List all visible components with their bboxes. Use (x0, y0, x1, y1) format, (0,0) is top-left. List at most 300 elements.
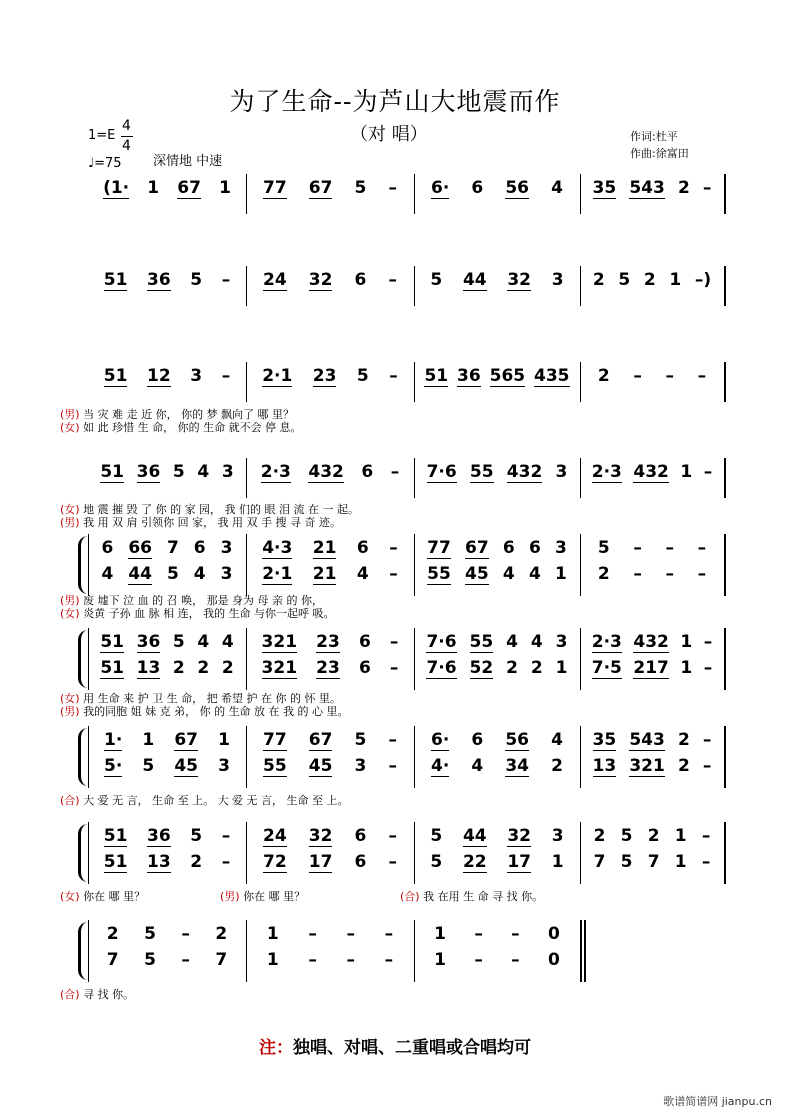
note-group: – (308, 924, 317, 944)
measure-notes (94, 852, 240, 873)
note-group: 4 (193, 564, 206, 584)
note-group: 24 (263, 826, 287, 846)
bar-line (414, 174, 415, 214)
measure-notes (94, 730, 240, 751)
note-group: 6 (471, 178, 484, 198)
measure-notes (420, 538, 574, 559)
note-group: – (388, 852, 397, 872)
note-group: 1 (669, 270, 682, 290)
note-group: 7·5 (591, 658, 622, 678)
bar-line (580, 726, 581, 788)
note-group: 51 (100, 462, 124, 482)
note-group: 5 (172, 462, 185, 482)
bar-line (724, 458, 726, 498)
note-group: 6 (528, 538, 541, 558)
note-group: 35 (592, 178, 617, 198)
bar-line (414, 266, 415, 306)
measure-notes (586, 632, 718, 653)
note-group: 67 (177, 178, 201, 198)
note-group: 7 (106, 950, 119, 970)
measure-notes (94, 658, 240, 679)
note-group: 55 (469, 632, 494, 652)
bar-line (246, 534, 247, 596)
lyric-text: 大 爱 无 言， 生命 至 上。 大 爱 无 言， 生命 至 上。 (79, 794, 349, 807)
measure-notes (252, 632, 408, 653)
final-bar-line (584, 920, 586, 982)
note-group: – (389, 366, 398, 386)
measure-notes (94, 538, 240, 559)
note-group: 72 (263, 852, 287, 872)
note-group: 32 (507, 826, 532, 846)
bar-line (88, 822, 89, 884)
note-group: 5 (430, 826, 443, 846)
note-group: 1 (266, 924, 279, 944)
measure-notes (252, 730, 408, 751)
measure-notes (252, 366, 408, 387)
bar-line (246, 920, 247, 982)
measure-notes (252, 924, 408, 944)
lyric-line (400, 888, 543, 904)
note-group: 3 (220, 538, 233, 558)
measure-notes (94, 270, 240, 291)
note-group: 543 (629, 730, 665, 750)
note-group: 13 (136, 658, 161, 678)
note-group: 5 (144, 924, 156, 944)
bar-line (414, 534, 415, 596)
note-group: 0 (547, 924, 560, 944)
note-group: 36 (136, 632, 161, 652)
note-group: 2 (677, 756, 690, 776)
note-lead: 注： (259, 1038, 293, 1058)
note-group: 12 (147, 366, 171, 386)
note-group: 6 (101, 538, 114, 558)
note-group: – (701, 852, 711, 872)
note-group: 5 (430, 270, 443, 290)
bar-line (580, 822, 581, 884)
note-group: 1 (219, 178, 231, 198)
note-group: 4 (551, 730, 563, 750)
note-group: 2·3 (591, 632, 622, 652)
note-group: – (389, 658, 399, 678)
bar-line (724, 362, 726, 402)
note-group: 3 (555, 538, 567, 558)
note-group: 321 (629, 756, 665, 776)
measure-notes (586, 270, 718, 290)
measure-notes (252, 178, 408, 199)
bar-line (246, 726, 247, 788)
note-group: 1 (551, 852, 564, 872)
lyric-text: 我 在用 生 命 寻 找 你。 (419, 890, 544, 903)
measure-notes (586, 826, 718, 846)
watermark: 歌谱简谱网 jianpu.cn (663, 1095, 772, 1108)
measure-notes (586, 852, 718, 872)
note-group: 7·6 (426, 632, 457, 652)
singer-label: (女) (60, 503, 80, 516)
note-group: 51 (103, 366, 128, 386)
lyric-text: 废 墟下 泣 血 的 召 唤， 那是 身为 母 亲 的 你， (79, 594, 324, 607)
measure-notes (252, 950, 408, 970)
note-group: 6 (358, 658, 371, 678)
measure-notes (94, 178, 240, 199)
note-group: – (221, 270, 231, 290)
note-group: 1 (434, 924, 446, 944)
measure-notes (420, 366, 574, 387)
note-group: 432 (633, 632, 669, 652)
note-group: 1 (555, 658, 568, 678)
note-group: 2 (643, 270, 656, 290)
note-group: – (665, 366, 674, 386)
note-group: 6 (354, 852, 367, 872)
note-group: – (702, 756, 712, 776)
note-group: 5· (104, 756, 123, 776)
note-group: 5 (354, 178, 367, 198)
note-group: 2 (593, 826, 606, 846)
note-group: 2 (530, 658, 543, 678)
note-group: 7 (166, 538, 179, 558)
note-group: 67 (174, 730, 198, 750)
note-group: 1 (218, 730, 230, 750)
bar-line (724, 174, 726, 214)
note-group: 21 (312, 564, 337, 584)
measure-notes (586, 366, 718, 386)
note-group: 6 (354, 270, 367, 290)
note-group: 51 (100, 658, 124, 678)
note-group: – (308, 950, 317, 970)
note-group: 1· (104, 730, 123, 750)
lyric-text: 炎黄 子孙 血 脉 相 连， 我的 生命 与你一起呼 吸。 (79, 607, 335, 620)
lyric-text: 你在 哪 里？ (79, 890, 146, 903)
note-group: 36 (147, 826, 171, 846)
note-group: – (389, 564, 398, 584)
measure-notes (586, 462, 718, 483)
note-group: 51 (100, 632, 124, 652)
lyric-text: 寻 找 你。 (79, 988, 135, 1001)
note-group: 3 (551, 826, 564, 846)
note-group: – (703, 632, 713, 652)
note-group: – (511, 924, 520, 944)
note-group: 45 (465, 564, 489, 584)
note-group: – (388, 756, 397, 776)
note-group: 7 (215, 950, 228, 970)
note-group: 13 (592, 756, 617, 776)
note-group: 5 (356, 366, 369, 386)
bar-line (580, 362, 581, 402)
lyric-text: 如 此 珍惜 生 命， 你的 生命 就不会 停 息。 (79, 421, 302, 434)
time-top: 4 (122, 118, 131, 134)
note-group: 1 (674, 852, 687, 872)
note-group: – (181, 924, 190, 944)
note-group: 2 (677, 178, 690, 198)
measure-notes (420, 950, 574, 970)
bar-line (246, 174, 247, 214)
note-group: 4 (502, 564, 515, 584)
expression-mark: 深情地 中速 (153, 154, 223, 169)
measure-notes (94, 950, 240, 970)
note-group: 1 (434, 950, 446, 970)
note-group: 2 (506, 658, 518, 678)
note-group: 5 (142, 756, 155, 776)
note-group: 56 (505, 730, 529, 750)
note-group: – (221, 826, 231, 846)
lyric-text: 用 生命 来 护 卫 生 命， 把 希望 护 在 你 的 怀 里。 (79, 692, 342, 705)
note-group: 2 (647, 826, 660, 846)
note-group: 77 (263, 178, 287, 198)
bar-line (580, 534, 581, 596)
note-group: 55 (263, 756, 287, 776)
singer-label: (男) (220, 890, 240, 903)
note-group: 2·3 (260, 462, 291, 482)
note-group: –) (694, 270, 712, 290)
measure-notes (94, 756, 240, 777)
note-group: 24 (263, 270, 287, 290)
note-group: 4 (101, 564, 114, 584)
note-group: 6· (431, 178, 450, 198)
note-group: 2·1 (262, 564, 293, 584)
note-group: 6 (471, 730, 484, 750)
note-group: 55 (469, 462, 494, 482)
note-group: 7 (593, 852, 606, 872)
lyric-line (60, 986, 134, 1002)
note-group: 13 (147, 852, 171, 872)
note-group: – (633, 366, 642, 386)
singer-label: (男) (60, 705, 80, 718)
measure-notes (252, 564, 408, 585)
note-group: 217 (633, 658, 669, 678)
bar-line (88, 534, 89, 596)
note-group: 44 (128, 564, 152, 584)
note-group: – (702, 178, 712, 198)
note-group: – (697, 564, 707, 584)
note-group: 5 (430, 852, 443, 872)
bar-line (724, 822, 726, 884)
note-group: – (221, 852, 231, 872)
note-group: 4 (221, 632, 234, 652)
note-group: 1 (555, 564, 567, 584)
bar-line (580, 920, 582, 982)
note-group: 3 (220, 564, 233, 584)
note-group: 7·6 (426, 658, 457, 678)
note-group: 2 (190, 852, 203, 872)
note-group: 51 (103, 270, 128, 290)
staff-brace (78, 630, 88, 688)
measure-notes (94, 462, 240, 483)
measure-notes (420, 632, 574, 653)
note-group: 4 (551, 178, 563, 198)
lyric-line (60, 703, 349, 719)
note-group: 36 (136, 462, 161, 482)
song-subtitle: （对 唱） (350, 124, 428, 145)
note-group: 6 (361, 462, 374, 482)
note-group: – (697, 366, 707, 386)
bar-line (580, 628, 581, 690)
note-group: – (389, 632, 399, 652)
note-group: 2 (172, 658, 185, 678)
note-group: 5 (620, 852, 633, 872)
note-group: 2 (197, 658, 210, 678)
note-group: 565 (489, 366, 526, 386)
note-group: 6 (502, 538, 515, 558)
note-group: (1· (103, 178, 130, 198)
bar-line (246, 458, 247, 498)
note-group: 56 (505, 178, 529, 198)
bar-line (246, 266, 247, 306)
note-group: – (474, 950, 483, 970)
note-group: 5 (354, 730, 367, 750)
time-divider (121, 136, 133, 137)
lyricist-credit: 作词:杜平 (630, 130, 678, 143)
note-group: 432 (506, 462, 543, 482)
note-group: 2 (677, 730, 690, 750)
singer-label: (女) (60, 890, 80, 903)
note-group: 5 (190, 270, 203, 290)
note-group: 4 (506, 632, 518, 652)
singer-label: (男) (60, 516, 80, 529)
singer-label: (合) (60, 988, 80, 1001)
note-group: 77 (263, 730, 287, 750)
note-group: 17 (308, 852, 333, 872)
note-group: 34 (505, 756, 529, 776)
note-group: 67 (308, 730, 333, 750)
singer-label: (女) (60, 607, 80, 620)
staff-brace (78, 922, 88, 980)
lyric-text: 地 震 摧 毁 了 你 的 家 园， 我 们的 眼 泪 流 在 一 起。 (79, 503, 360, 516)
note-group: 3 (221, 462, 234, 482)
note-text: 独唱、对唱、二重唱或合唱均可 (293, 1038, 531, 1058)
note-group: 23 (316, 632, 340, 652)
singer-label: (女) (60, 421, 80, 434)
note-group: – (703, 658, 713, 678)
note-group: – (388, 826, 397, 846)
measure-notes (420, 756, 574, 777)
staff-brace (78, 824, 88, 882)
bar-line (724, 628, 726, 690)
bar-line (414, 628, 415, 690)
note-group: – (703, 462, 713, 482)
bar-line (88, 726, 89, 788)
note-group: 3 (190, 366, 203, 386)
note-group: 5 (166, 564, 179, 584)
note-group: 44 (462, 826, 487, 846)
note-group: 1 (680, 632, 693, 652)
measure-notes (586, 756, 718, 777)
note-group: – (390, 462, 400, 482)
measure-notes (586, 538, 718, 558)
bar-line (414, 920, 415, 982)
note-group: 3 (555, 462, 568, 482)
note-group: 77 (427, 538, 451, 558)
note-group: – (384, 950, 394, 970)
staff-brace (78, 728, 88, 786)
measure-notes (252, 826, 408, 847)
note-group: 321 (261, 658, 298, 678)
note-group: 4·3 (262, 538, 293, 558)
note-group: 1 (674, 826, 687, 846)
lyric-line (60, 888, 145, 904)
note-group: 7·6 (426, 462, 457, 482)
note-group: – (474, 924, 483, 944)
note-group: 36 (147, 270, 171, 290)
note-group: – (633, 564, 642, 584)
note-group: – (388, 270, 397, 290)
note-group: 32 (308, 270, 333, 290)
time-bottom: 4 (122, 138, 131, 154)
note-group: 4 (528, 564, 541, 584)
measure-notes (586, 658, 718, 679)
note-group: 2 (106, 924, 119, 944)
note-group: 35 (592, 730, 617, 750)
note-group: 6 (356, 538, 369, 558)
measure-notes (420, 564, 574, 585)
note-group: 45 (308, 756, 333, 776)
note-group: 32 (507, 270, 532, 290)
singer-label: (女) (60, 692, 80, 705)
measure-notes (586, 178, 718, 199)
note-group: 321 (261, 632, 298, 652)
note-group: – (384, 924, 394, 944)
lyric-text: 我的同胞 姐 妹 克 弟， 你 的 生命 放 在 我 的 心 里。 (79, 705, 349, 718)
measure-notes (94, 826, 240, 847)
note-group: 4 (530, 632, 543, 652)
measure-notes (252, 270, 408, 291)
note-group: 2 (597, 366, 610, 386)
note-group: 44 (462, 270, 487, 290)
lyric-line (220, 888, 305, 904)
note-group: – (221, 366, 231, 386)
note-group: 5 (618, 270, 631, 290)
measure-notes (94, 924, 240, 944)
note-group: 1 (680, 462, 693, 482)
bar-line (724, 534, 726, 596)
note-group: 0 (547, 950, 560, 970)
singer-label: (男) (60, 594, 80, 607)
note-group: 432 (308, 462, 344, 482)
bar-line (88, 920, 89, 982)
note-group: 23 (316, 658, 340, 678)
composer-credit: 作曲:徐富田 (630, 147, 689, 160)
note-group: 55 (427, 564, 451, 584)
note-group: 4 (356, 564, 369, 584)
note-group: 66 (128, 538, 152, 558)
measure-notes (420, 924, 574, 944)
measure-notes (252, 756, 408, 777)
lyric-text: 当 灾 难 走 近 你， 你的 梦 飘向了 哪 里？ (79, 408, 295, 421)
measure-notes (252, 658, 408, 679)
lyric-line (60, 605, 335, 621)
note-group: 4· (431, 756, 450, 776)
measure-notes (420, 826, 574, 847)
lyric-line (60, 419, 302, 435)
note-group: 2 (215, 924, 228, 944)
note-group: 52 (469, 658, 494, 678)
note-group: 32 (308, 826, 333, 846)
note-group: 17 (507, 852, 532, 872)
note-group: 51 (103, 826, 128, 846)
note-group: 432 (633, 462, 669, 482)
note-group: – (665, 564, 674, 584)
lyric-line (60, 514, 341, 530)
measure-notes (94, 564, 240, 585)
note-group: – (388, 730, 397, 750)
note-group: 21 (312, 538, 337, 558)
measure-notes (252, 538, 408, 559)
lyric-text: 我 用 双 肩 引领你 回 家， 我 用 双 手 搜 寻 奇 迹。 (79, 516, 342, 529)
note-group: 2 (592, 270, 605, 290)
note-group: 67 (308, 178, 333, 198)
bar-line (88, 628, 89, 690)
note-group: 5 (597, 538, 610, 558)
note-group: – (633, 538, 642, 558)
measure-notes (420, 730, 574, 751)
